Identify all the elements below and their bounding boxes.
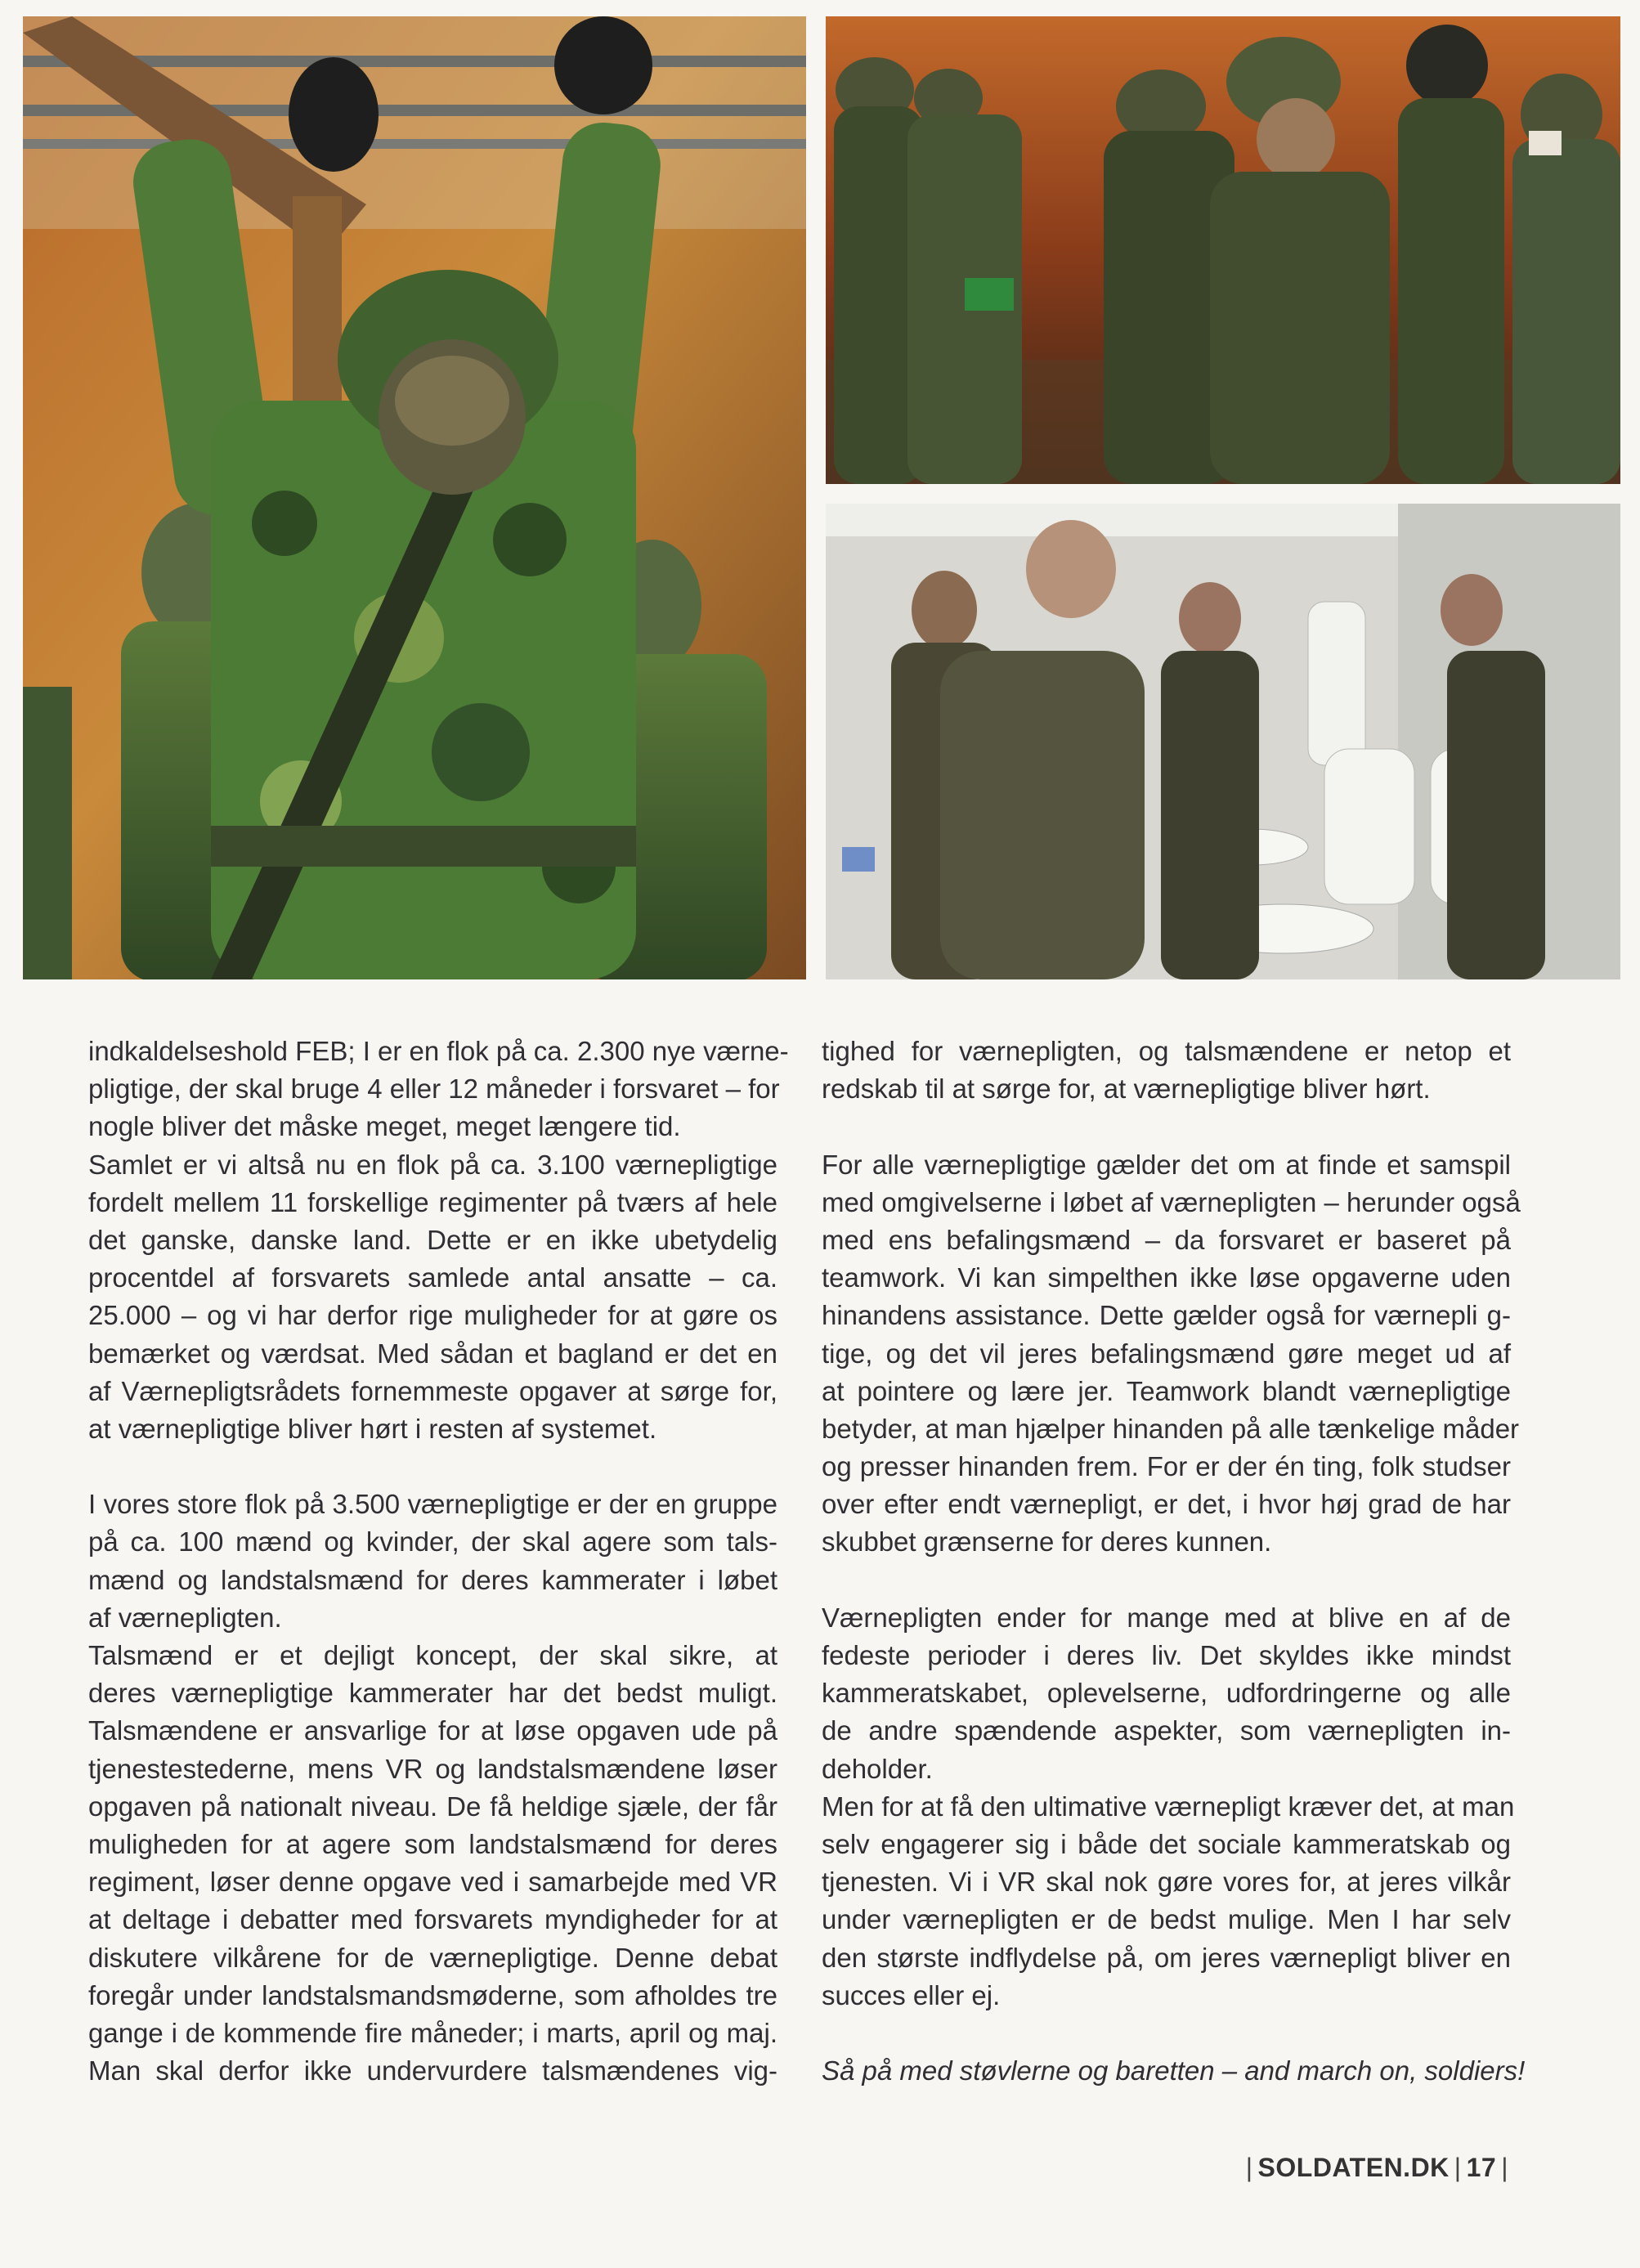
- text-line: kammeratskabet, oplevelserne, udfordringerne og alle: [822, 1678, 1511, 1709]
- text-line: af værnepligten.: [88, 1602, 282, 1633]
- text-line: selv engagerer sig i både det sociale kammeratskab og: [822, 1828, 1511, 1859]
- text-line: I vores store flok på 3.500 værnepligtige er der en gruppe: [88, 1489, 777, 1520]
- text-line: de andre spændende aspekter, som værnepligten in-: [822, 1715, 1511, 1746]
- paragraph-gap: [88, 1448, 777, 1486]
- text-line: over efter endt værnepligt, er det, i hvor høj grad de har: [822, 1489, 1511, 1520]
- text-line: opgaven på nationalt niveau. De få heldige sjæle, der får: [88, 1791, 777, 1822]
- text-line: nogle bliver det måske meget, meget længere tid.: [88, 1111, 681, 1142]
- text-line: at værnepligtige bliver hørt i resten af systemet.: [88, 1413, 657, 1444]
- text-line: fordelt mellem 11 forskellige regimenter på tværs af hele: [88, 1186, 777, 1217]
- text-line: bemærket og værdsat. Med sådan et bagland er det en: [88, 1338, 777, 1369]
- text-line: tjenesten. Vi i VR skal nok gøre vores for, at jeres vilkår: [822, 1867, 1511, 1898]
- page-footer: | SOLDATEN.DK | 17 |: [1245, 2153, 1508, 2182]
- text-line: regiment, løser denne opgave ved i samarbejde med VR: [88, 1867, 777, 1898]
- text-line: betyder, at man hjælper hinanden på alle tænkelige måder: [822, 1413, 1520, 1444]
- text-line: Talsmænd er et dejligt koncept, der skal sikre, at: [88, 1640, 777, 1670]
- footer-site: SOLDATEN.DK: [1257, 2153, 1450, 2182]
- paragraph-gap: [822, 2015, 1511, 2052]
- article-right-column: [822, 1033, 1526, 2090]
- text-line: diskutere vilkårene for de værnepligtige. Denne debat: [88, 1942, 777, 1973]
- text-line: af Værnepligtsrådets fornemmeste opgaver at sørge for,: [88, 1375, 777, 1406]
- text-line: 25.000 – og vi har derfor rige muligheder for at gøre os: [88, 1300, 777, 1331]
- text-line: pligtige, der skal bruge 4 eller 12 måneder i forsvaret – for: [88, 1073, 780, 1105]
- text-line: at pointere og lære jer. Teamwork blandt værnepligtige: [822, 1375, 1511, 1406]
- text-line: det ganske, danske land. Dette er en ikke ubetydelig: [88, 1224, 777, 1255]
- text-line: succes eller ej.: [822, 1979, 1001, 2010]
- text-line: Så på med støvlerne og baretten – and march on, soldiers!: [822, 2055, 1526, 2086]
- text-line: redskab til at sørge for, at værnepligtige bliver hørt.: [822, 1073, 1431, 1105]
- text-line: skubbet grænserne for deres kunnen.: [822, 1526, 1272, 1558]
- text-line: Samlet er vi altså nu en flok på ca. 3.100 værnepligtige: [88, 1149, 777, 1180]
- text-line: tjenestestederne, mens VR og landstalsmændene løser: [88, 1753, 777, 1784]
- soldiers-in-forest-photo: [826, 16, 1620, 484]
- text-line: Men for at få den ultimative værnepligt kræver det, at man: [822, 1791, 1515, 1822]
- text-line: For alle værnepligtige gælder det om at finde et samspil: [822, 1149, 1511, 1180]
- text-line: Man skal derfor ikke undervurdere talsmændenes vig-: [88, 2055, 777, 2086]
- text-line: den største indflydelse på, om jeres værnepligt bliver en: [822, 1942, 1511, 1973]
- text-line: og presser hinanden frem. For er der én ting, folk studser: [822, 1451, 1511, 1482]
- text-line: at deltage i debatter med forsvarets myndigheder for at: [88, 1904, 777, 1935]
- text-line: teamwork. Vi kan simpelthen ikke løse opgaverne uden: [822, 1262, 1511, 1293]
- page-number: 17: [1466, 2153, 1497, 2182]
- text-line: foregår under landstalsmandsmøderne, som afholdes tre: [88, 1979, 777, 2010]
- paragraph-gap: [822, 1108, 1511, 1145]
- text-line: tige, og det vil jeres befalingsmænd gøre meget ud af: [822, 1338, 1511, 1369]
- soldiers-washroom-photo: [826, 504, 1620, 979]
- text-line: Værnepligten ender for mange med at blive en af de: [822, 1602, 1511, 1633]
- text-line: fedeste perioder i deres liv. Det skyldes ikke mindst: [822, 1640, 1511, 1670]
- text-line: under værnepligten er de bedst mulige. Men I har selv: [822, 1904, 1511, 1935]
- text-line: procentdel af forsvarets samlede antal ansatte – ca.: [88, 1262, 777, 1293]
- text-line: gange i de kommende fire måneder; i marts, april og maj.: [88, 2017, 777, 2048]
- soldier-obstacle-course-photo: [23, 16, 806, 979]
- paragraph-gap: [822, 1562, 1511, 1599]
- text-line: med ens befalingsmænd – da forsvaret er baseret på: [822, 1224, 1511, 1255]
- text-line: Talsmændene er ansvarlige for at løse opgaven ude på: [88, 1715, 777, 1746]
- text-line: med omgivelserne i løbet af værnepligten – herunder også: [822, 1186, 1521, 1217]
- text-line: på ca. 100 mænd og kvinder, der skal agere som tals-: [88, 1526, 777, 1558]
- text-line: mænd og landstalsmænd for deres kammerater i løbet: [88, 1564, 777, 1595]
- article-left-column: [88, 1033, 789, 2090]
- text-line: hinandens assistance. Dette gælder også for værnepli g-: [822, 1300, 1511, 1331]
- text-line: muligheden for at agere som landstalsmænd for deres: [88, 1828, 777, 1859]
- text-line: tighed for værnepligten, og talsmændene er netop et: [822, 1036, 1511, 1066]
- text-line: deres værnepligtige kammerater har det bedst muligt.: [88, 1678, 777, 1709]
- text-line: deholder.: [822, 1753, 933, 1784]
- text-line: indkaldelseshold FEB; I er en flok på ca. 2.300 nye værne-: [88, 1036, 789, 1066]
